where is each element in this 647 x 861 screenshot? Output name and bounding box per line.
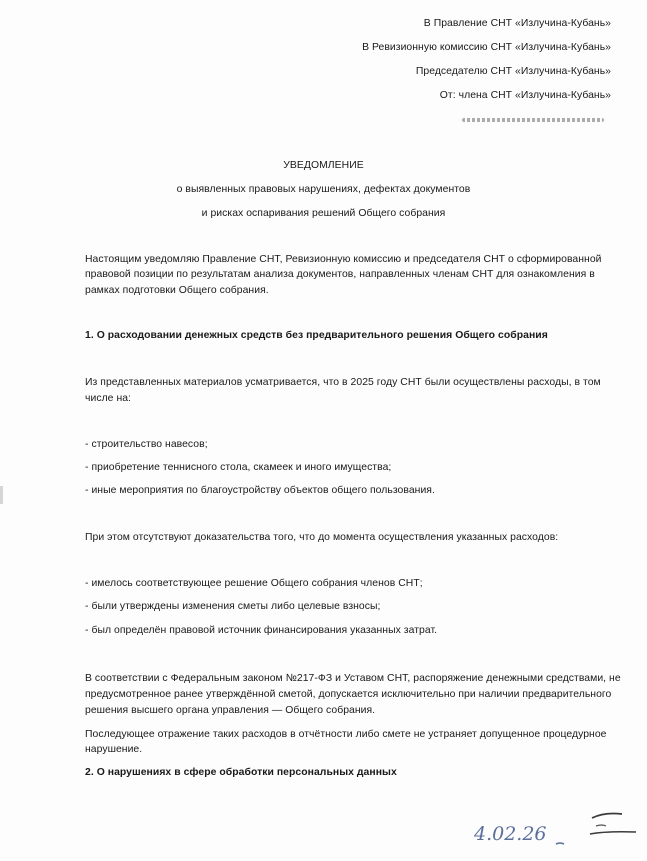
document-subtitle-line-1: о выявленных правовых нарушениях, дефектах документов (176, 184, 471, 195)
expense-item: - иные мероприятия по благоустройству объектов общего пользования. (85, 485, 435, 496)
section-1-title: 1. О расходовании денежных средств без предварительного решения Общего собрания (85, 330, 548, 341)
law-paragraph-line-3: решения высшего органа управления — Общего собрания. (85, 705, 376, 716)
closing-paragraph-line-2: нарушение. (85, 744, 143, 755)
scan-margin-mark (0, 486, 3, 504)
signature-stroke (592, 814, 622, 819)
signature-stroke (590, 832, 636, 834)
document-subtitle-line-2: и рисках оспаривания решений Общего собрания (201, 208, 446, 219)
absence-lead: При этом отсутствуют доказательства того, что до момента осуществления указанных расходов: (85, 532, 559, 543)
addressee-audit-commission: В Ревизионную комиссию СНТ «Излучина-Кубань» (362, 42, 611, 53)
law-paragraph-line-1: В соответствии с Федеральным законом №217-ФЗ и Уставом СНТ, распоряжение денежными средствами, не (85, 673, 621, 684)
handwritten-date-signature (472, 804, 642, 858)
signature-stroke (556, 843, 564, 844)
addressee-board: В Правление СНТ «Излучина-Кубань» (423, 18, 611, 29)
document-title: УВЕДОМЛЕНИЕ (283, 160, 364, 171)
signature-stroke (596, 825, 606, 826)
addressee-chairman: Председателю СНТ «Излучина-Кубань» (415, 66, 611, 77)
section-2-title: 2. О нарушениях в сфере обработки персональных данных (85, 767, 397, 778)
sender-line: От: члена СНТ «Излучина-Кубань» (439, 90, 611, 101)
handwritten-date: 4.02.26 (474, 823, 547, 845)
expense-item: - строительство навесов; (85, 439, 208, 450)
scan-cutoff-line (462, 118, 604, 122)
absence-item: - имелось соответствующее решение Общего собрания членов СНТ; (85, 578, 423, 589)
section-1-lead-line-2: числе на: (85, 393, 131, 404)
closing-paragraph-line-1: Последующее отражение таких расходов в отчётности либо смете не устраняет допущенное процедурное (85, 729, 607, 740)
expense-item: - приобретение теннисного стола, скамеек и иного имущества; (85, 462, 392, 473)
law-paragraph-line-2: предусмотренное ранее утверждённой сметой, допускается исключительно при наличии предварительного (85, 689, 612, 700)
intro-line-1: Настоящим уведомляю Правление СНТ, Ревизионную комиссию и председателя СНТ о сформированной (85, 254, 602, 265)
absence-item: - были утверждены изменения сметы либо целевые взносы; (85, 601, 381, 612)
section-1-lead-line-1: Из представленных материалов усматривается, что в 2025 году СНТ были осуществлены расходы, в том (85, 377, 601, 388)
absence-item: - был определён правовой источник финансирования указанных затрат. (85, 625, 438, 636)
intro-line-2: правовой позиции по результатам анализа документов, направленных членам СНТ для ознакомления в (85, 269, 595, 280)
intro-line-3: рамках подготовки Общего собрания. (85, 285, 269, 296)
